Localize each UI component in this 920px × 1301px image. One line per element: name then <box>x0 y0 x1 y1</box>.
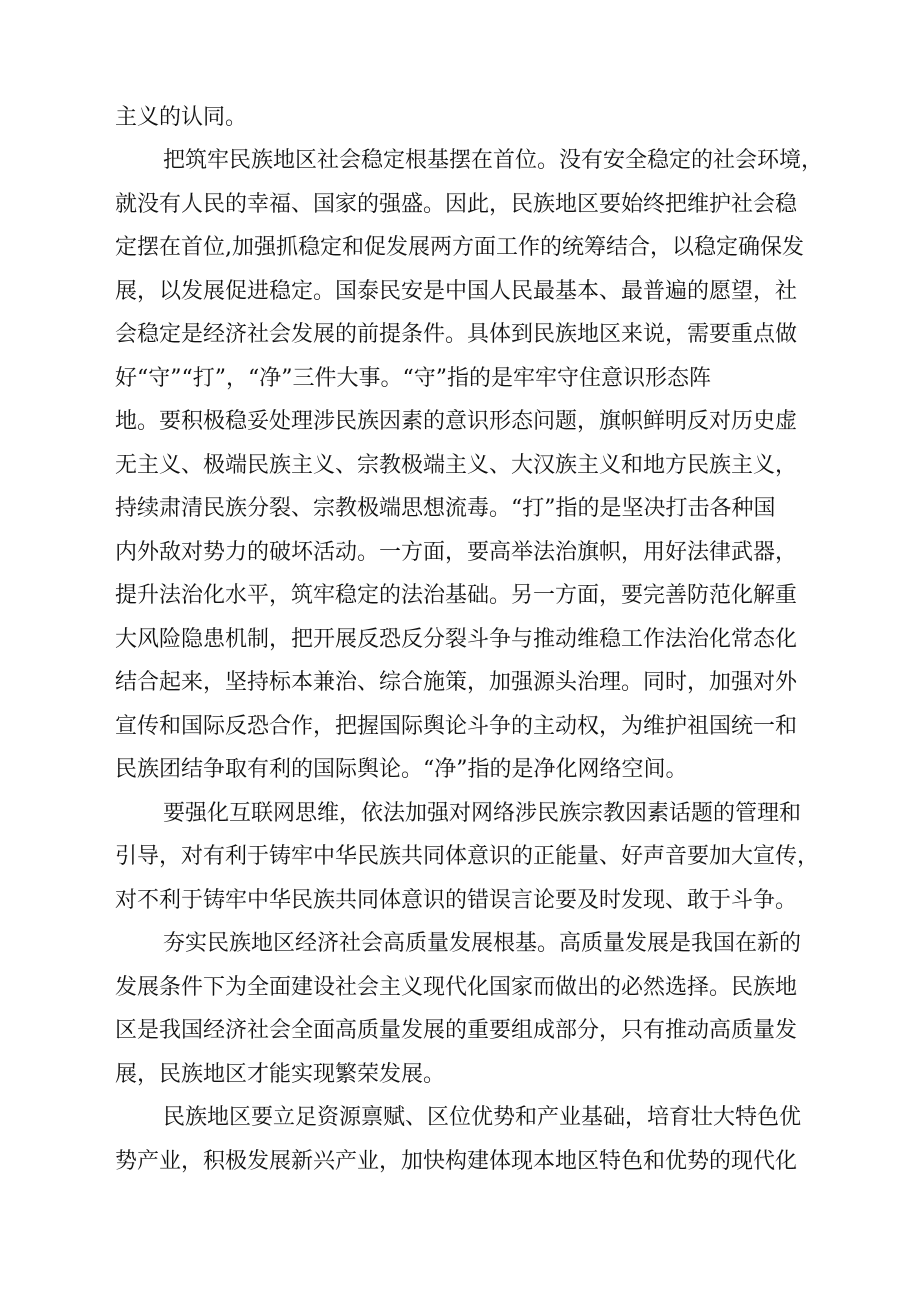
text-line: 地。要积极稳妥处理涉民族因素的意识形态问题，旗帜鲜明反对历史虚 <box>115 409 798 434</box>
text-line: 势产业，积极发展新兴产业，加快构建体现本地区特色和优势的现代化 <box>115 1149 798 1174</box>
text-line: 内外敌对势力的破坏活动。一方面，要高举法治旗帜，用好法律武器， <box>115 540 798 565</box>
text-line: 好“守”“打”，“净”三件大事。“守”指的是牢牢守住意识形态阵 <box>115 366 711 391</box>
text-line: 无主义、极端民族主义、宗教极端主义、大汉族主义和地方民族主义， <box>115 453 798 478</box>
text-line: 展，民族地区才能实现繁荣发展。 <box>115 1062 446 1087</box>
paragraph-start-line: 把筑牢民族地区社会稳定根基摆在首位。没有安全稳定的社会环境， <box>163 148 824 173</box>
text-line: 结合起来，坚持标本兼治、综合施策，加强源头治理。同时，加强对外 <box>115 670 798 695</box>
text-line: 发展条件下为全面建设社会主义现代化国家而做出的必然选择。民族地 <box>115 975 798 1000</box>
text-line: 提升法治化水平，筑牢稳定的法治基础。另一方面，要完善防范化解重 <box>115 583 798 608</box>
text-line: 展，以发展促进稳定。国泰民安是中国人民最基本、最普遍的愿望，社 <box>115 279 798 304</box>
text-line: 定摆在首位,加强抓稳定和促发展两方面工作的统筹结合，以稳定确保发 <box>115 235 804 260</box>
paragraph-start-line: 民族地区要立足资源禀赋、区位优势和产业基础，培育壮大特色优 <box>163 1105 802 1130</box>
text-line: 对不利于铸牢中华民族共同体意识的错误言论要及时发现、敢于斗争。 <box>115 888 798 913</box>
text-line: 就没有人民的幸福、国家的强盛。因此，民族地区要始终把维护社会稳 <box>115 192 798 217</box>
text-line: 持续肃清民族分裂、宗教极端思想流毒。“打”指的是坚决打击各种国 <box>115 496 776 521</box>
text-line: 引导，对有利于铸牢中华民族共同体意识的正能量、好声音要加大宣传， <box>115 844 820 869</box>
text-line: 会稳定是经济社会发展的前提条件。具体到民族地区来说，需要重点做 <box>115 322 798 347</box>
text-line: 区是我国经济社会全面高质量发展的重要组成部分，只有推动高质量发 <box>115 1018 798 1043</box>
text-line: 大风险隐患机制，把开展反恐反分裂斗争与推动维稳工作法治化常态化 <box>115 627 798 652</box>
paragraph-start-line: 要强化互联网思维，依法加强对网络涉民族宗教因素话题的管理和 <box>163 801 802 826</box>
text-line: 民族团结争取有利的国际舆论。“净”指的是净化网络空间。 <box>115 757 688 782</box>
paragraph-start-line: 夯实民族地区经济社会高质量发展根基。高质量发展是我国在新的 <box>163 931 802 956</box>
text-line: 主义的认同。 <box>115 105 248 130</box>
text-line: 宣传和国际反恐合作，把握国际舆论斗争的主动权，为维护祖国统一和 <box>115 714 798 739</box>
